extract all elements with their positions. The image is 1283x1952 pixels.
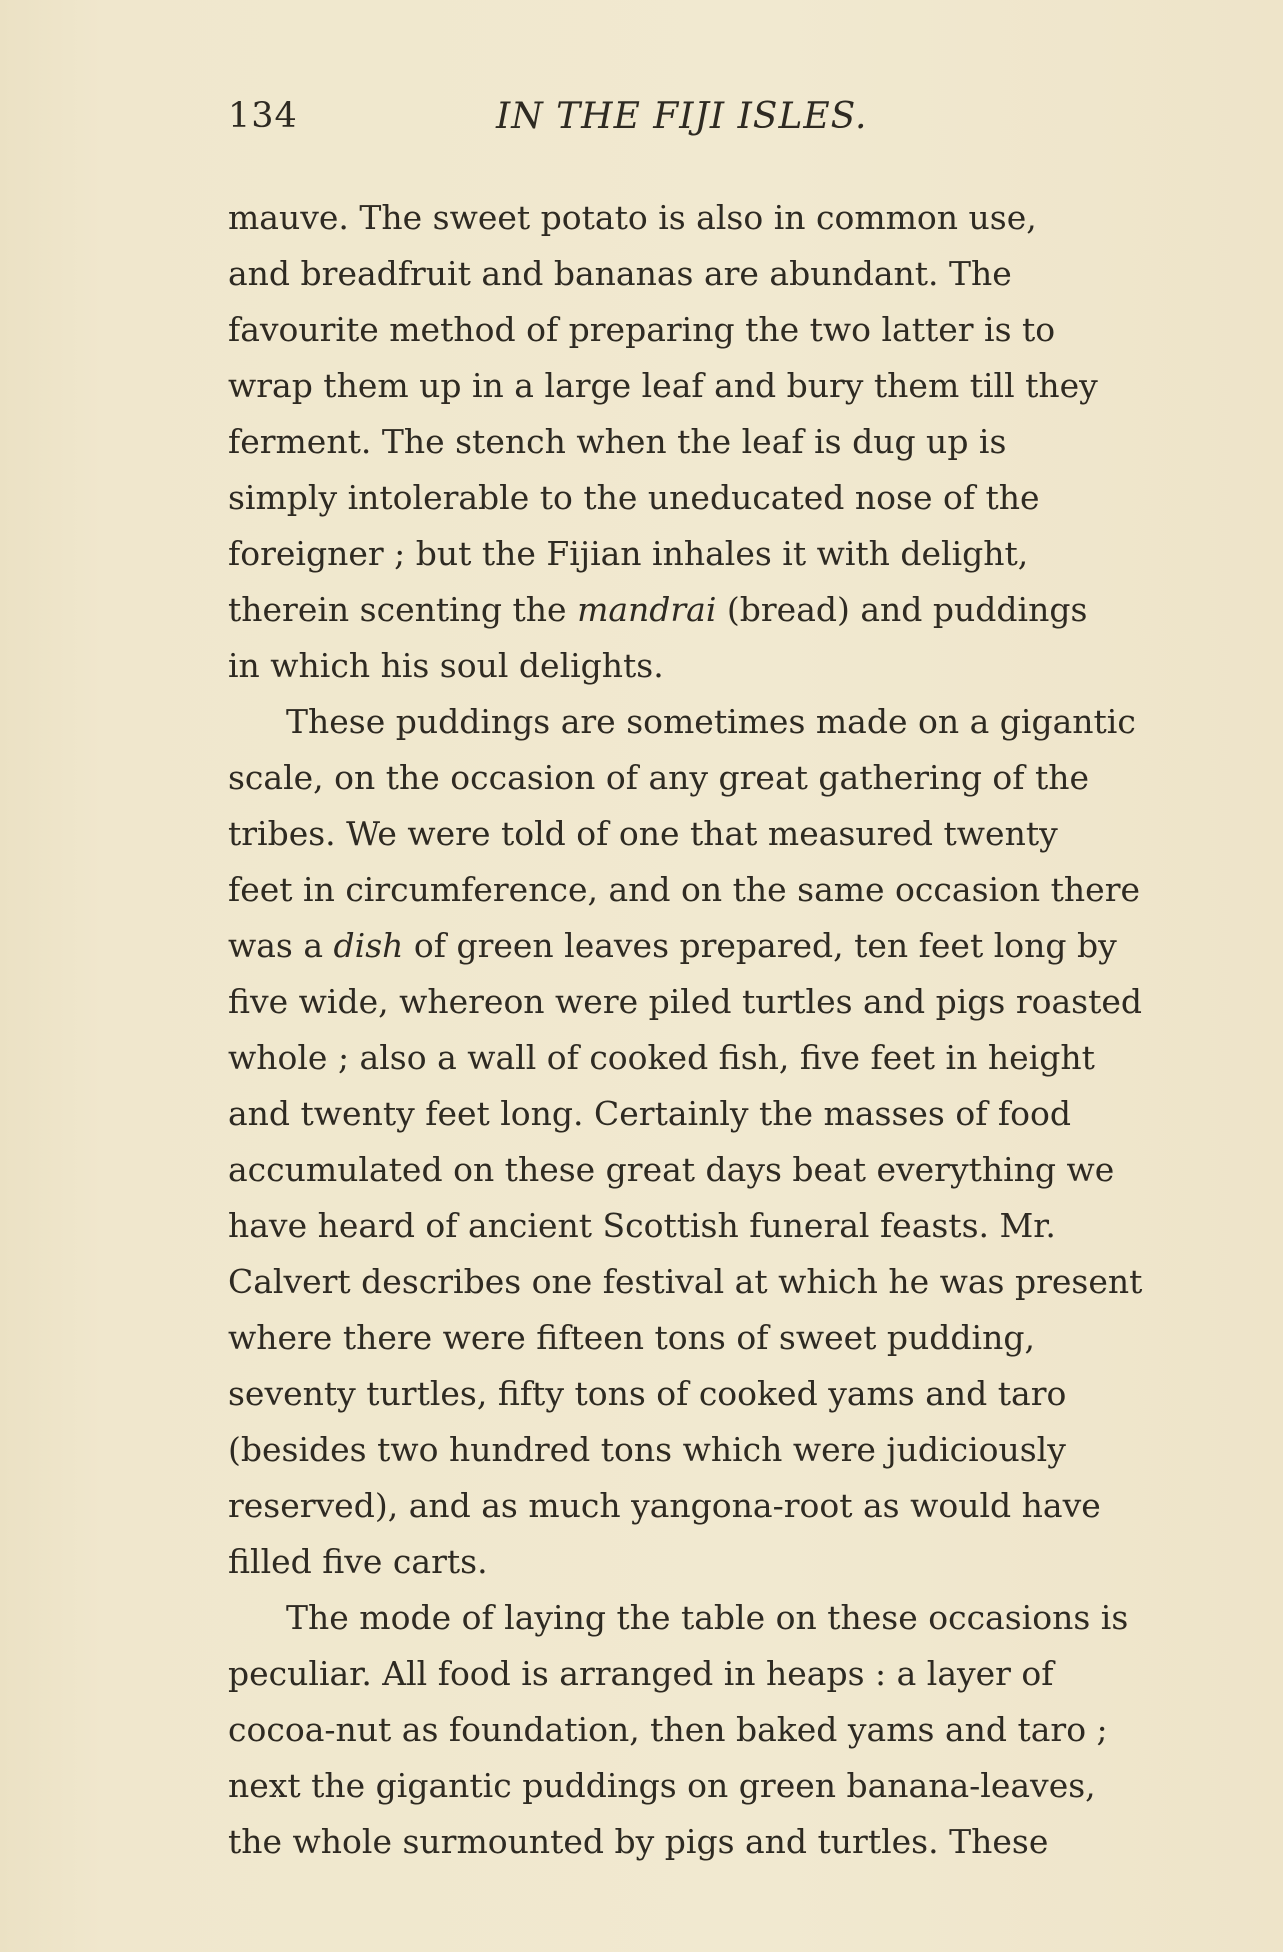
text-line: next the gigantic puddings on green banana-leaves, <box>228 1766 1096 1805</box>
text-line: peculiar. All food is arranged in heaps : a layer of <box>228 1654 1054 1693</box>
text-line: wrap them up in a large leaf and bury them till they <box>228 366 1098 405</box>
text-line: was a dish of green leaves prepared, ten feet long by <box>228 926 1117 965</box>
text-line: scale, on the occasion of any great gathering of the <box>228 758 1090 797</box>
text-line: tribes. We were told of one that measured twenty <box>228 814 1058 853</box>
text-line: accumulated on these great days beat everything we <box>228 1150 1115 1189</box>
text-line: Calvert describes one festival at which he was present <box>228 1262 1143 1301</box>
paragraph-start-line: These puddings are sometimes made on a gigantic <box>286 702 1136 741</box>
text-line: mauve. The sweet potato is also in common use, <box>228 198 1037 237</box>
running-head: IN THE FIJI ISLES. <box>496 96 868 137</box>
body-text <box>228 190 1228 1870</box>
text-line: whole ; also a wall of cooked fish, five feet in height <box>228 1038 1095 1077</box>
page-number: 134 <box>228 96 298 136</box>
text-line: (besides two hundred tons which were judiciously <box>228 1430 1066 1469</box>
paragraph-start-line: The mode of laying the table on these occasions is <box>286 1598 1129 1637</box>
text-line: five wide, whereon were piled turtles and pigs roasted <box>228 982 1142 1021</box>
text-line: favourite method of preparing the two latter is to <box>228 310 1056 349</box>
text-line: in which his soul delights. <box>228 646 664 685</box>
text-line: seventy turtles, fifty tons of cooked yams and taro <box>228 1374 1067 1413</box>
text-line: foreigner ; but the Fijian inhales it with delight, <box>228 534 1029 573</box>
text-line: simply intolerable to the uneducated nose of the <box>228 478 1040 517</box>
text-line: ferment. The stench when the leaf is dug up is <box>228 422 1007 461</box>
text-line: and twenty feet long. Certainly the masses of food <box>228 1094 1071 1133</box>
text-line: cocoa-nut as foundation, then baked yams and taro ; <box>228 1710 1108 1749</box>
text-line: where there were fifteen tons of sweet pudding, <box>228 1318 1035 1357</box>
text-line: filled five carts. <box>228 1542 488 1581</box>
page-header <box>228 96 1228 146</box>
text-line: have heard of ancient Scottish funeral feasts. Mr. <box>228 1206 1056 1245</box>
text-line: reserved), and as much yangona-root as would have <box>228 1486 1101 1525</box>
text-line: feet in circumference, and on the same occasion there <box>228 870 1141 909</box>
text-line: and breadfruit and bananas are abundant. The <box>228 254 1012 293</box>
text-line: therein scenting the mandrai (bread) and puddings <box>228 590 1088 629</box>
text-line: the whole surmounted by pigs and turtles. These <box>228 1822 1049 1861</box>
